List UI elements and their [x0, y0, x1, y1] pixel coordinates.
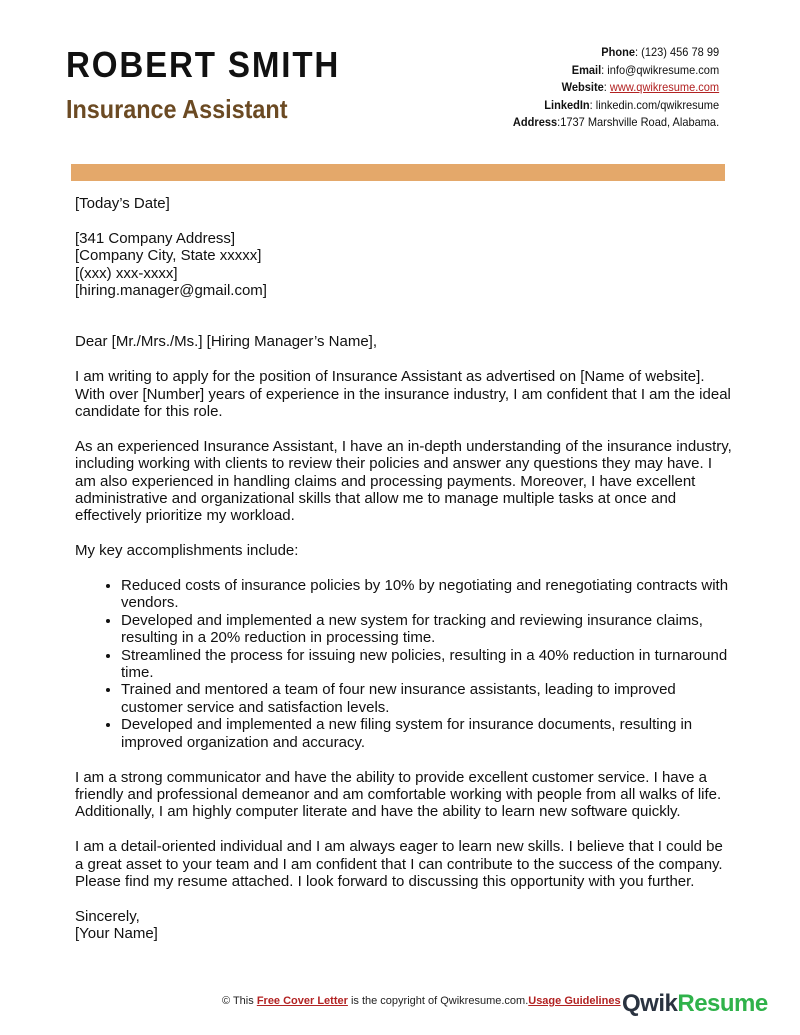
date: [Today’s Date] — [75, 195, 170, 212]
list-item: • Trained and mentored a team of four new insurance assistants, leading to improved customer service and satisfaction levels. — [121, 681, 735, 716]
contact-address: Address:1737 Marshville Road, Alabama. — [512, 115, 719, 129]
paragraph-skills: I am a strong communicator and have the ability to provide excellent customer service. I have a friendly and professional demeanor and am comfortable working with people from all walks of life. Additionally, I am highly computer literate and have the ability to learn new software quickly. — [75, 768, 722, 821]
signoff: Sincerely, [Your Name] — [75, 907, 158, 943]
paragraph-experience: As an experienced Insurance Assistant, I have an in-depth understanding of the insurance industry, including working with clients to review their policies and answer any questions they may have. I am also experienced in handling claims and processing payments. Moreover, I have excellent administrative and organizational skills that allow me to manage multiple tasks at once and effectively prioritize my workload. — [75, 437, 732, 525]
contact-email: Email: info@qwikresume.com — [571, 62, 719, 77]
contact-linkedin: LinkedIn: linkedin.com/qwikresume — [544, 97, 719, 112]
applicant-name: ROBERT SMITH — [66, 44, 341, 85]
salutation: Dear [Mr./Mrs./Ms.] [Hiring Manager’s Name], — [75, 333, 378, 351]
accomplishments-list — [75, 577, 735, 751]
paragraph-closing: I am a detail-oriented individual and I am always eager to learn new skills. I believe that I could be a great asset to your team and I am confident that I can contribute to the success of the company. Please find my resume attached. I look forward to discussing this opportunity with you further. — [75, 838, 723, 890]
accomplishments-heading: My key accomplishments include: — [75, 542, 299, 560]
free-cover-letter-link[interactable]: Free Cover Letter — [256, 995, 348, 1007]
job-title: Insurance Assistant — [66, 94, 288, 124]
contact-info — [513, 44, 719, 132]
list-item: • Developed and implemented a new system for tracking and reviewing insurance claims, resulting in a 20% reduction in processing time. — [121, 612, 735, 647]
list-item: • Reduced costs of insurance policies by 10% by negotiating and renegotiating contracts with vendors. — [121, 577, 735, 612]
paragraph-intro: I am writing to apply for the position of Insurance Assistant as advertised on [Name of website]. With over [Number] years of experience in the insurance industry, I am confident that I am the ideal candidate for this role. — [75, 368, 731, 421]
contact-phone: Phone: (123) 456 78 99 — [601, 45, 719, 59]
list-item: • Streamlined the process for issuing new policies, resulting in a 40% reduction in turnaround time. — [121, 647, 735, 682]
qwikresume-logo: QwikResume — [622, 990, 768, 1017]
recipient-address: [341 Company Address] [Company City, State xxxxx] [(xxx) xxx-xxxx] [hiring.manager@gmail.com] — [75, 229, 267, 300]
contact-website: Website: www.qwikresume.com — [561, 80, 719, 94]
list-item: • Developed and implemented a new filing system for insurance documents, resulting in improved organization and accuracy. — [121, 716, 735, 751]
usage-guidelines-link[interactable]: Usage Guidelines — [528, 995, 621, 1007]
copyright-footer: © This Free Cover Letter is the copyright of Qwikresume.com.Usage Guidelines — [222, 995, 621, 1007]
website-link[interactable]: www.qwikresume.com — [609, 80, 719, 94]
accent-divider — [71, 164, 725, 181]
letter-body — [75, 195, 735, 960]
